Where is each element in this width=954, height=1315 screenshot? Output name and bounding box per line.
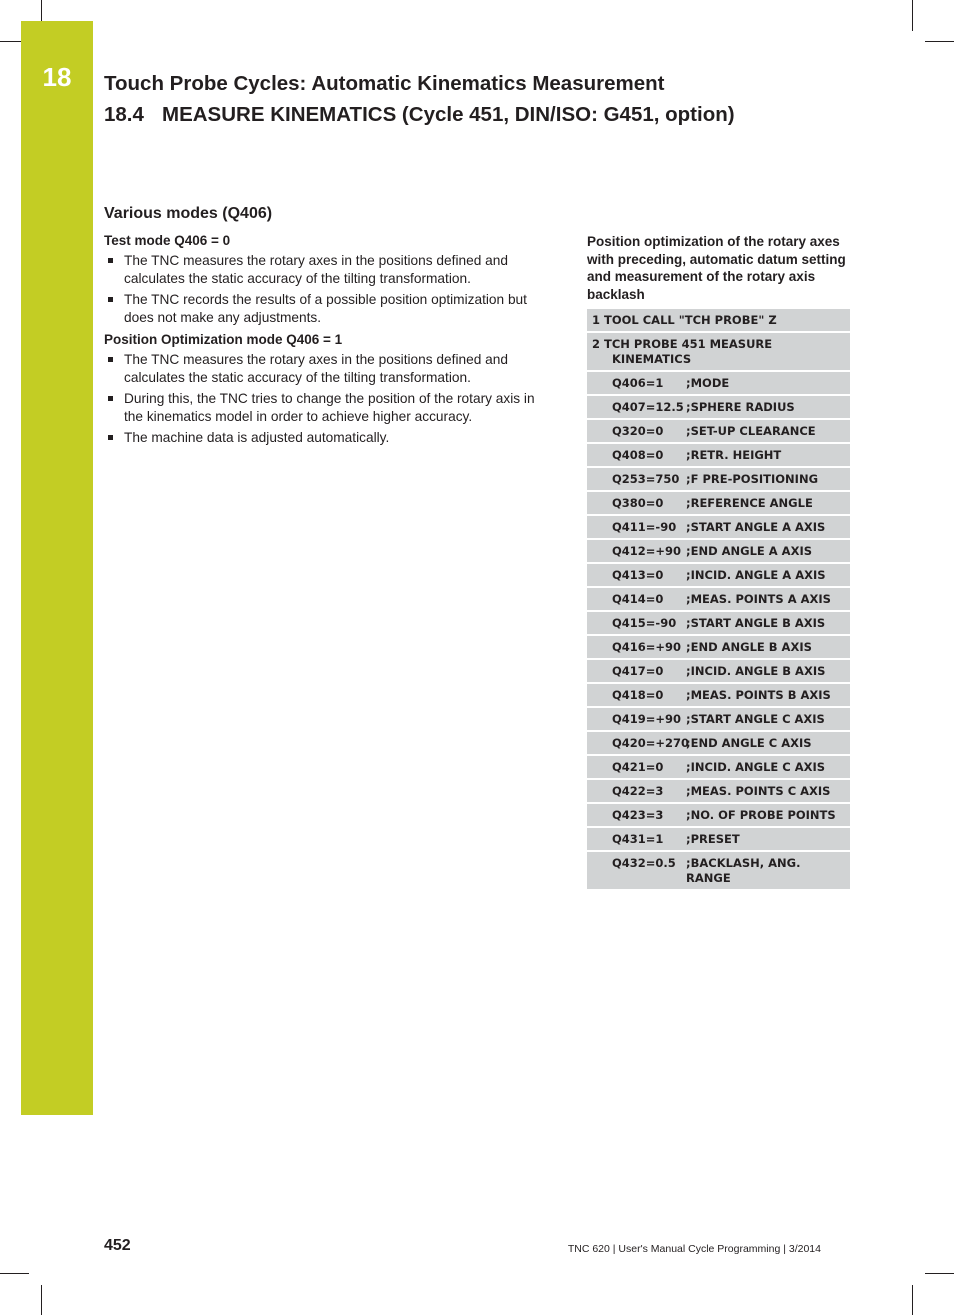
param-comment: ;MEAS. POINTS B AXIS bbox=[686, 688, 831, 702]
footer-text: TNC 620 | User's Manual Cycle Programming | 3/2014 bbox=[567, 1243, 821, 1255]
param-value: Q412=+90 bbox=[612, 544, 682, 558]
list-item bbox=[104, 390, 556, 426]
param-comment: ;SET-UP CLEARANCE bbox=[686, 424, 816, 438]
param-comment: ;REFERENCE ANGLE bbox=[686, 496, 813, 510]
bullet-list bbox=[104, 351, 556, 447]
code-line bbox=[587, 372, 850, 396]
code-block bbox=[587, 309, 850, 891]
code-line bbox=[587, 684, 850, 708]
crop-mark bbox=[41, 1285, 42, 1315]
list-item bbox=[104, 429, 556, 447]
page-number: 452 bbox=[104, 1237, 131, 1254]
code-line bbox=[587, 852, 850, 891]
code-text: 1 TOOL CALL "TCH PROBE" Z bbox=[592, 313, 777, 327]
param-comment: ;MEAS. POINTS C AXIS bbox=[686, 784, 831, 798]
param-value: Q407=12.5 bbox=[612, 400, 684, 414]
bullet-square-icon bbox=[108, 357, 113, 362]
code-line bbox=[587, 636, 850, 660]
code-line bbox=[587, 420, 850, 444]
param-comment: ;END ANGLE A AXIS bbox=[686, 544, 813, 558]
code-line bbox=[587, 333, 850, 372]
crop-mark bbox=[912, 1285, 913, 1315]
param-value: Q418=0 bbox=[612, 688, 664, 702]
code-text-continued: KINEMATICS bbox=[612, 352, 692, 366]
param-value: Q419=+90 bbox=[612, 712, 682, 726]
code-line bbox=[587, 732, 850, 756]
param-comment: ;NO. OF PROBE POINTS bbox=[686, 808, 836, 822]
crop-mark bbox=[41, 0, 42, 21]
chapter-number: 18 bbox=[42, 62, 72, 92]
block-title: Position Optimization mode Q406 = 1 bbox=[104, 332, 343, 347]
section-title bbox=[104, 103, 735, 127]
param-value: Q421=0 bbox=[612, 760, 664, 774]
list-item bbox=[104, 291, 556, 327]
param-comment: ;INCID. ANGLE C AXIS bbox=[686, 760, 826, 774]
param-comment: ;START ANGLE C AXIS bbox=[686, 712, 825, 726]
example-column bbox=[587, 233, 850, 891]
code-line bbox=[587, 804, 850, 828]
list-item-text: The TNC measures the rotary axes in the positions defined and calculates the static accuracy of the tilting transformation. bbox=[124, 352, 508, 385]
param-comment: ;INCID. ANGLE B AXIS bbox=[686, 664, 826, 678]
code-line bbox=[587, 828, 850, 852]
param-value: Q417=0 bbox=[612, 664, 664, 678]
example-heading: Position optimization of the rotary axes with preceding, automatic datum setting and measurement of the rotary axis backlash bbox=[587, 234, 846, 302]
param-comment: ;RETR. HEIGHT bbox=[686, 448, 782, 462]
crop-mark bbox=[925, 41, 954, 42]
param-value: Q413=0 bbox=[612, 568, 664, 582]
code-line bbox=[587, 468, 850, 492]
code-line bbox=[587, 492, 850, 516]
crop-mark bbox=[0, 41, 21, 42]
bullet-square-icon bbox=[108, 396, 113, 401]
param-value: Q432=0.5 bbox=[612, 856, 676, 870]
param-value: Q320=0 bbox=[612, 424, 664, 438]
param-value: Q411=-90 bbox=[612, 520, 677, 534]
code-line bbox=[587, 612, 850, 636]
code-line bbox=[587, 309, 850, 333]
crop-mark bbox=[0, 1273, 29, 1274]
param-value: Q422=3 bbox=[612, 784, 664, 798]
block-title: Test mode Q406 = 0 bbox=[104, 233, 231, 248]
param-value: Q431=1 bbox=[612, 832, 664, 846]
bullet-square-icon bbox=[108, 297, 113, 302]
param-comment: ;BACKLASH, ANG. RANGE bbox=[686, 856, 801, 885]
code-line bbox=[587, 708, 850, 732]
section-title-text: MEASURE KINEMATICS (Cycle 451, DIN/ISO: G451, option) bbox=[162, 103, 735, 126]
list-item-text: The machine data is adjusted automatically. bbox=[124, 430, 390, 445]
list-item bbox=[104, 351, 556, 387]
param-value: Q416=+90 bbox=[612, 640, 682, 654]
crop-mark bbox=[912, 0, 913, 31]
param-comment: ;PRESET bbox=[686, 832, 740, 846]
param-comment: ;INCID. ANGLE A AXIS bbox=[686, 568, 826, 582]
bullet-square-icon bbox=[108, 435, 113, 440]
param-comment: ;F PRE-POSITIONING bbox=[686, 472, 819, 486]
param-comment: ;START ANGLE B AXIS bbox=[686, 616, 826, 630]
param-comment: ;MODE bbox=[686, 376, 730, 390]
code-line bbox=[587, 396, 850, 420]
bullet-square-icon bbox=[108, 258, 113, 263]
code-line bbox=[587, 588, 850, 612]
param-comment: ;END ANGLE C AXIS bbox=[686, 736, 812, 750]
param-value: Q380=0 bbox=[612, 496, 664, 510]
list-item bbox=[104, 252, 556, 288]
param-value: Q406=1 bbox=[612, 376, 664, 390]
param-value: Q414=0 bbox=[612, 592, 664, 606]
main-text-column bbox=[104, 205, 556, 452]
param-comment: ;START ANGLE A AXIS bbox=[686, 520, 826, 534]
code-line bbox=[587, 540, 850, 564]
param-value: Q253=750 bbox=[612, 472, 680, 486]
code-line bbox=[587, 660, 850, 684]
list-item-text: During this, the TNC tries to change the position of the rotary axis in the kinematics model in order to achieve higher accuracy. bbox=[124, 391, 535, 424]
chapter-side-bar bbox=[21, 21, 93, 1115]
code-line bbox=[587, 780, 850, 804]
code-line bbox=[587, 516, 850, 540]
param-value: Q415=-90 bbox=[612, 616, 677, 630]
code-line bbox=[587, 756, 850, 780]
param-value: Q408=0 bbox=[612, 448, 664, 462]
param-comment: ;SPHERE RADIUS bbox=[686, 400, 795, 414]
list-item-text: The TNC records the results of a possible position optimization but does not make any adjustments. bbox=[124, 292, 527, 325]
content-heading: Various modes (Q406) bbox=[104, 205, 273, 222]
param-comment: ;END ANGLE B AXIS bbox=[686, 640, 812, 654]
code-line bbox=[587, 564, 850, 588]
param-comment: ;MEAS. POINTS A AXIS bbox=[686, 592, 831, 606]
code-text: 2 TCH PROBE 451 MEASURE bbox=[592, 337, 773, 351]
chapter-title: Touch Probe Cycles: Automatic Kinematics Measurement bbox=[104, 72, 665, 95]
param-value: Q420=+270 bbox=[612, 736, 690, 750]
section-number: 18.4 bbox=[104, 103, 144, 126]
param-value: Q423=3 bbox=[612, 808, 664, 822]
list-item-text: The TNC measures the rotary axes in the positions defined and calculates the static accuracy of the tilting transformation. bbox=[124, 253, 508, 286]
code-line bbox=[587, 444, 850, 468]
crop-mark bbox=[925, 1273, 954, 1274]
bullet-list bbox=[104, 252, 556, 327]
